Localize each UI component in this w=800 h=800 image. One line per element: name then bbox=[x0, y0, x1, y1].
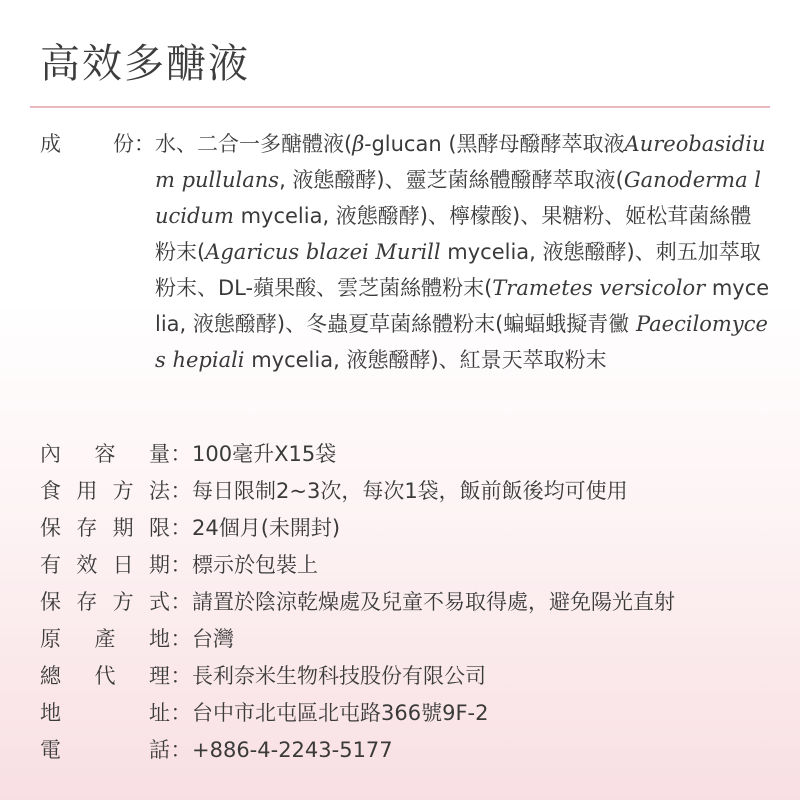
spec-label bbox=[40, 658, 170, 695]
spec-label-char: 法 bbox=[148, 479, 170, 503]
ingredients-section bbox=[40, 126, 770, 378]
spec-label bbox=[40, 547, 170, 584]
spec-label-char: 存 bbox=[76, 516, 98, 540]
spec-label-char: 方 bbox=[112, 590, 134, 614]
spec-label bbox=[40, 473, 170, 510]
spec-value: 長利奈米生物科技股份有限公司 bbox=[192, 664, 486, 688]
spec-row bbox=[40, 732, 780, 769]
spec-label-char: 日 bbox=[112, 553, 134, 577]
spec-label-char: 代 bbox=[94, 664, 116, 688]
spec-row bbox=[40, 584, 780, 621]
spec-label-char: 方 bbox=[112, 479, 134, 503]
spec-label-char: 保 bbox=[40, 590, 61, 614]
spec-value: +886-4-2243-5177 bbox=[192, 738, 393, 762]
spec-label-char: 理 bbox=[149, 664, 170, 688]
spec-label-char: 保 bbox=[40, 516, 61, 540]
spec-label-char: 地 bbox=[149, 627, 170, 651]
spec-label-char: 用 bbox=[76, 479, 98, 503]
spec-label bbox=[40, 695, 170, 732]
spec-row bbox=[40, 436, 780, 473]
spec-label-char: 電 bbox=[40, 738, 61, 762]
spec-row bbox=[40, 621, 780, 658]
spec-label bbox=[40, 584, 170, 621]
spec-label-char: 期 bbox=[148, 553, 170, 577]
spec-label-char: 限 bbox=[148, 516, 170, 540]
spec-label-char: 原 bbox=[40, 627, 61, 651]
spec-colon: ： bbox=[170, 442, 192, 466]
ingredient-latin-name: Agaricus blazei Murill bbox=[205, 240, 441, 264]
ingredient-latin-name: Aureobasidium pullulans bbox=[155, 132, 766, 192]
spec-label-char: 總 bbox=[40, 664, 61, 688]
spec-label-char: 地 bbox=[40, 701, 61, 725]
ingredient-latin-name: Paecilomyces hepiali bbox=[155, 312, 768, 372]
spec-label-char: 產 bbox=[94, 627, 116, 651]
ingredients-label bbox=[40, 126, 155, 378]
spec-value: 標示於包裝上 bbox=[192, 553, 318, 577]
spec-label-char: 容 bbox=[94, 442, 116, 466]
spec-label-char: 內 bbox=[40, 442, 61, 466]
spec-label bbox=[40, 510, 170, 547]
spec-label-char: 存 bbox=[76, 590, 98, 614]
spec-label bbox=[40, 621, 170, 658]
spec-label bbox=[40, 436, 170, 473]
ingredient-text-segment: mycelia, 液態醱酵)、檸檬酸)、果糖粉、姬松茸菌絲體粉末( bbox=[155, 204, 752, 264]
spec-value: 24個月(未開封) bbox=[192, 516, 341, 540]
ingredient-text-segment: mycelia, 液態醱酵)、刺五加萃取粉末、DL-蘋果酸、雲芝菌絲體粉末( bbox=[155, 240, 761, 300]
ingredient-text-segment: glucan (黑酵母醱酵萃取液 bbox=[371, 132, 625, 156]
spec-value: 台中市北屯區北屯路366號9F-2 bbox=[192, 701, 489, 725]
spec-value: 100毫升X15袋 bbox=[192, 442, 337, 466]
spec-colon: ： bbox=[170, 664, 192, 688]
ingredient-text-segment: 水、二合一多醣體液( bbox=[155, 132, 353, 156]
spec-label-char: 效 bbox=[76, 553, 98, 577]
ingredients-label-char: 成 bbox=[40, 132, 61, 156]
spec-row bbox=[40, 547, 780, 584]
spec-value: 每日限制2~3次，每次1袋，飯前飯後均可使用 bbox=[192, 479, 628, 503]
ingredient-text-segment: mycelia, 液態醱酵)、紅景天萃取粉末 bbox=[244, 348, 607, 372]
ingredient-latin-name: Trametes versicolor bbox=[492, 276, 706, 300]
ingredients-colon: ： bbox=[134, 132, 155, 156]
ingredients-text bbox=[155, 126, 770, 378]
spec-label-char: 址 bbox=[149, 701, 170, 725]
ingredients-label-char: 份 bbox=[113, 132, 134, 156]
spec-colon: ： bbox=[170, 738, 192, 762]
spec-colon: ： bbox=[170, 553, 192, 577]
spec-label-char: 話 bbox=[149, 738, 170, 762]
spec-row bbox=[40, 695, 780, 732]
spec-row bbox=[40, 658, 780, 695]
spec-colon: ： bbox=[170, 516, 192, 540]
spec-label-char: 有 bbox=[40, 553, 61, 577]
spec-label-char: 食 bbox=[40, 479, 61, 503]
page-title: 高效多醣液 bbox=[40, 41, 250, 87]
spec-label-char: 期 bbox=[112, 516, 134, 540]
spec-colon: ： bbox=[170, 590, 192, 614]
spec-colon: ： bbox=[170, 627, 192, 651]
spec-value: 台灣 bbox=[192, 627, 234, 651]
spec-label-char: 量 bbox=[149, 442, 170, 466]
spec-value: 請置於陰涼乾燥處及兒童不易取得處，避免陽光直射 bbox=[192, 590, 675, 614]
ingredient-latin-name: β- bbox=[352, 132, 372, 156]
spec-list bbox=[40, 436, 780, 769]
spec-row bbox=[40, 510, 780, 547]
spec-colon: ： bbox=[170, 701, 192, 725]
title-divider bbox=[30, 106, 770, 108]
ingredient-text-segment: , 液態醱酵)、靈芝菌絲體醱酵萃取液( bbox=[279, 168, 624, 192]
ingredient-text-segment: mycelia, 液態醱酵)、冬蟲夏草菌絲體粉末(蝙蝠蛾擬青黴 bbox=[155, 276, 770, 336]
spec-label-char: 式 bbox=[148, 590, 170, 614]
spec-colon: ： bbox=[170, 479, 192, 503]
ingredient-latin-name: Ganoderma lucidum bbox=[155, 168, 762, 228]
spec-row bbox=[40, 473, 780, 510]
spec-label bbox=[40, 732, 170, 769]
